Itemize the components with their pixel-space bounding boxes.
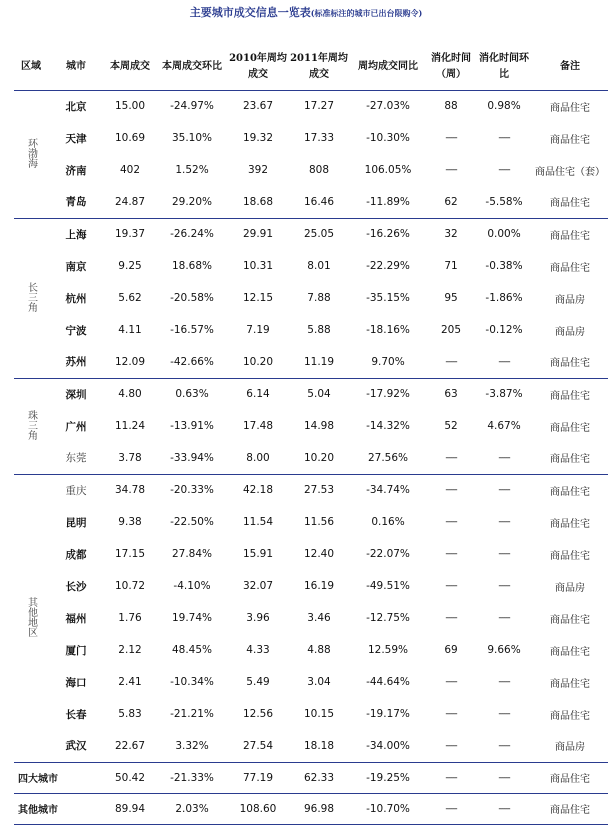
city-name: 昆明 (65, 516, 87, 529)
value-cell: -21.33% (156, 762, 228, 793)
value-cell: 108.60 (228, 793, 288, 824)
table-body (14, 90, 608, 824)
remark-cell: 商品房 (555, 326, 585, 338)
value-cell: -0.12% (485, 324, 523, 336)
value-cell: ----- (426, 793, 476, 824)
remark-cell: 商品住宅（套） (535, 166, 605, 178)
header-cell: 本周成交 (104, 44, 156, 90)
value-cell: -44.64% (366, 676, 410, 688)
value-cell: 88 (444, 100, 458, 113)
value-cell: 77.19 (228, 762, 288, 793)
value-cell: -20.33% (170, 484, 214, 497)
value-cell: 62.33 (288, 762, 350, 793)
value-cell: 0.98% (487, 100, 521, 113)
title-text: 主要城市成交信息一览表 (189, 6, 311, 19)
value-cell: -26.24% (170, 228, 214, 241)
remark-cell: 商品住宅 (550, 262, 590, 274)
remark-cell: 商品住宅 (550, 646, 590, 658)
value-cell: -19.25% (350, 762, 426, 793)
table-row (14, 730, 608, 762)
header-cell: 周均成交同比 (350, 44, 426, 90)
remark-cell: 商品住宅 (550, 422, 590, 434)
city-name: 长沙 (65, 580, 87, 593)
city-name: 福州 (65, 612, 87, 625)
value-cell: ----- (445, 613, 457, 623)
value-cell: 69 (444, 644, 458, 656)
value-cell: 392 (247, 164, 269, 176)
header-cell: 2011年周均成交 (288, 44, 350, 90)
value-cell: -17.92% (366, 388, 410, 401)
value-cell: 5.49 (246, 676, 270, 688)
city-name: 天津 (65, 132, 87, 145)
value-cell: ----- (498, 549, 510, 559)
value-cell: -12.75% (366, 612, 410, 624)
table-title (0, 4, 612, 20)
value-cell: 15.00 (114, 100, 146, 113)
value-cell: 95 (444, 292, 458, 304)
city-name: 上海 (65, 228, 87, 241)
value-cell: -10.30% (366, 132, 410, 144)
value-cell: 3.96 (246, 612, 270, 624)
city-transactions-table (14, 44, 608, 825)
remark-cell: 商品住宅 (532, 442, 608, 474)
value-cell: 63 (444, 388, 458, 401)
value-cell: 4.88 (307, 644, 331, 656)
city-name: 长春 (65, 708, 87, 721)
value-cell: ----- (498, 613, 510, 623)
value-cell: ----- (498, 485, 510, 496)
remark-cell: 商品住宅 (550, 678, 590, 690)
value-cell: 402 (119, 164, 141, 176)
value-cell: 11.24 (114, 420, 146, 432)
value-cell: ----- (498, 709, 510, 719)
remark-cell: 商品住宅 (550, 102, 590, 114)
header-row (14, 44, 608, 90)
value-cell: 0.00% (487, 228, 521, 241)
value-cell: ----- (445, 709, 457, 719)
city-name: 厦门 (65, 644, 87, 657)
value-cell: ----- (445, 549, 457, 559)
value-cell: 27.84% (171, 548, 213, 560)
value-cell: ----- (445, 581, 457, 591)
value-cell: 7.19 (246, 324, 270, 336)
value-cell: 32.07 (242, 580, 274, 592)
value-cell: 1.76 (118, 612, 142, 624)
value-cell: 5.83 (118, 708, 142, 720)
value-cell: ----- (476, 442, 532, 474)
header-cell: 2010年周均成交 (228, 44, 288, 90)
value-cell: 10.31 (242, 260, 274, 272)
summary-row (14, 793, 608, 824)
value-cell: -42.66% (156, 346, 228, 378)
city-name: 广州 (65, 420, 87, 433)
value-cell: 11.54 (242, 516, 274, 528)
table-row (14, 474, 608, 506)
value-cell: 8.01 (307, 260, 331, 272)
value-cell: 25.05 (303, 228, 335, 241)
table-row (14, 154, 608, 186)
value-cell: ----- (445, 165, 457, 175)
value-cell: 34.78 (114, 484, 146, 497)
value-cell: 27.56% (350, 442, 426, 474)
table-row (14, 282, 608, 314)
remark-cell: 商品房 (555, 582, 585, 594)
city-name: 苏州 (48, 346, 104, 378)
value-cell: 9.38 (118, 516, 142, 528)
value-cell: ----- (445, 133, 457, 143)
value-cell: 18.18 (288, 730, 350, 762)
table-row (14, 122, 608, 154)
value-cell: 2.12 (118, 644, 142, 656)
table-row (14, 666, 608, 698)
value-cell: 205 (440, 324, 462, 336)
value-cell: 18.68 (228, 186, 288, 218)
title-note: (标准标注的城市已出台限购令) (310, 8, 423, 18)
value-cell: 5.62 (118, 292, 142, 304)
value-cell: 5.04 (307, 388, 331, 401)
value-cell: 5.88 (307, 324, 331, 336)
city-name: 深圳 (65, 388, 87, 401)
region-cell (14, 378, 48, 474)
value-cell: -22.07% (366, 548, 410, 560)
table-row (14, 250, 608, 282)
value-cell: ----- (426, 346, 476, 378)
table-row (14, 346, 608, 378)
value-cell: ----- (498, 581, 510, 591)
value-cell: 808 (308, 164, 330, 176)
value-cell: 10.20 (288, 442, 350, 474)
city-name: 武汉 (48, 730, 104, 762)
region-label: 环渤海 (25, 137, 37, 168)
value-cell: 8.00 (228, 442, 288, 474)
remark-cell: 商品住宅 (550, 486, 590, 498)
value-cell: 50.42 (104, 762, 156, 793)
city-name: 宁波 (65, 324, 87, 337)
value-cell: -10.70% (350, 793, 426, 824)
remark-cell: 商品住宅 (550, 710, 590, 722)
value-cell: 16.46 (288, 186, 350, 218)
value-cell: 3.04 (307, 676, 331, 688)
city-name: 杭州 (65, 292, 87, 305)
table-row (14, 698, 608, 730)
header-cell: 城市 (48, 44, 104, 90)
header-cell: 消化时间（周） (426, 44, 476, 90)
value-cell: -18.16% (366, 324, 410, 336)
remark-cell: 商品住宅 (532, 793, 608, 824)
value-cell: 0.16% (371, 516, 405, 528)
value-cell: 35.10% (171, 132, 213, 144)
region-cell (14, 218, 48, 378)
value-cell: -10.34% (170, 676, 214, 688)
table-row (14, 506, 608, 538)
value-cell: -34.00% (350, 730, 426, 762)
remark-cell: 商品住宅 (550, 550, 590, 562)
value-cell: -34.74% (366, 484, 410, 497)
value-cell: 71 (444, 260, 458, 272)
value-cell: ----- (426, 442, 476, 474)
value-cell: -35.15% (366, 292, 410, 304)
city-name: 成都 (65, 548, 87, 561)
table-row (14, 538, 608, 570)
summary-row (14, 762, 608, 793)
value-cell: 106.05% (364, 164, 412, 176)
table-row (14, 314, 608, 346)
value-cell: ----- (426, 730, 476, 762)
value-cell: 12.59% (367, 644, 409, 656)
value-cell: ----- (498, 517, 510, 527)
value-cell: -24.97% (170, 100, 214, 113)
value-cell: -20.58% (170, 292, 214, 304)
value-cell: 27.53 (303, 484, 335, 497)
city-name: 北京 (65, 100, 87, 113)
value-cell: 27.54 (228, 730, 288, 762)
value-cell: ----- (498, 133, 510, 143)
value-cell: ----- (498, 677, 510, 687)
table-row (14, 218, 608, 250)
table-row (14, 90, 608, 122)
header-cell: 消化时间环比 (476, 44, 532, 90)
value-cell: 11.19 (288, 346, 350, 378)
value-cell: 17.15 (114, 548, 146, 560)
value-cell: 10.15 (303, 708, 335, 720)
value-cell: -13.91% (170, 420, 214, 432)
value-cell: 2.41 (118, 676, 142, 688)
value-cell: -16.26% (366, 228, 410, 241)
value-cell: 3.32% (156, 730, 228, 762)
table-row (14, 378, 608, 410)
value-cell: ----- (476, 346, 532, 378)
value-cell: 12.56 (242, 708, 274, 720)
value-cell: -11.89% (350, 186, 426, 218)
city-name: 重庆 (65, 484, 87, 497)
header-cell: 本周成交环比 (156, 44, 228, 90)
summary-label: 其他城市 (14, 793, 104, 824)
region-cell (14, 474, 48, 762)
value-cell: 42.18 (242, 484, 274, 497)
value-cell: 96.98 (288, 793, 350, 824)
summary-label: 四大城市 (14, 762, 104, 793)
value-cell: 7.88 (307, 292, 331, 304)
header-cell: 区域 (14, 44, 48, 90)
value-cell: 3.46 (307, 612, 331, 624)
remark-cell: 商品房 (532, 730, 608, 762)
value-cell: 15.91 (242, 548, 274, 560)
value-cell: 22.67 (104, 730, 156, 762)
value-cell: 4.67% (487, 420, 521, 432)
value-cell: 48.45% (171, 644, 213, 656)
region-label: 其他地区 (25, 596, 37, 637)
table-row (14, 602, 608, 634)
region-label: 长三角 (25, 281, 37, 312)
city-name: 南京 (65, 260, 87, 273)
value-cell: 52 (444, 420, 458, 432)
region-label: 珠三角 (25, 409, 37, 440)
value-cell: -27.03% (366, 100, 410, 113)
value-cell: -22.29% (366, 260, 410, 272)
value-cell: -21.21% (170, 708, 214, 720)
remark-cell: 商品住宅 (532, 186, 608, 218)
value-cell: 2.03% (156, 793, 228, 824)
value-cell: 16.19 (303, 580, 335, 592)
remark-cell: 商品住宅 (550, 134, 590, 146)
remark-cell: 商品住宅 (532, 346, 608, 378)
value-cell: 17.48 (242, 420, 274, 432)
value-cell: 4.11 (118, 324, 142, 336)
value-cell: 14.98 (303, 420, 335, 432)
value-cell: ----- (476, 762, 532, 793)
value-cell: 10.20 (228, 346, 288, 378)
value-cell: 1.52% (175, 164, 209, 176)
table-row (14, 570, 608, 602)
value-cell: 19.37 (114, 228, 146, 241)
city-name: 青岛 (48, 186, 104, 218)
value-cell: 9.66% (487, 644, 521, 656)
value-cell: 10.72 (114, 580, 146, 592)
value-cell: -22.50% (170, 516, 214, 528)
remark-cell: 商品住宅 (550, 230, 590, 242)
value-cell: 12.15 (242, 292, 274, 304)
city-name: 海口 (65, 676, 87, 689)
value-cell: -3.87% (485, 388, 523, 401)
value-cell: ----- (445, 677, 457, 687)
value-cell: -16.57% (170, 324, 214, 336)
value-cell: 32 (444, 228, 458, 241)
value-cell: -1.86% (485, 292, 523, 304)
remark-cell: 商品住宅 (550, 390, 590, 402)
remark-cell: 商品住宅 (550, 518, 590, 530)
city-name: 济南 (65, 164, 87, 177)
value-cell: 23.67 (242, 100, 274, 113)
value-cell: 19.32 (242, 132, 274, 144)
value-cell: 19.74% (171, 612, 213, 624)
value-cell: 10.69 (114, 132, 146, 144)
value-cell: 89.94 (104, 793, 156, 824)
remark-cell: 商品房 (555, 294, 585, 306)
value-cell: -33.94% (156, 442, 228, 474)
table-row (14, 410, 608, 442)
value-cell: 9.70% (350, 346, 426, 378)
remark-cell: 商品住宅 (532, 762, 608, 793)
value-cell: 62 (426, 186, 476, 218)
header-cell: 备注 (532, 44, 608, 90)
value-cell: 24.87 (104, 186, 156, 218)
value-cell: -4.10% (173, 580, 211, 592)
value-cell: ----- (498, 165, 510, 175)
value-cell: 4.80 (118, 388, 142, 401)
value-cell: -0.38% (485, 260, 523, 272)
value-cell: -14.32% (366, 420, 410, 432)
value-cell: -19.17% (366, 708, 410, 720)
value-cell: ----- (426, 762, 476, 793)
table-row (14, 634, 608, 666)
value-cell: 29.20% (156, 186, 228, 218)
table-row (14, 442, 608, 474)
value-cell: 3.78 (104, 442, 156, 474)
region-cell (14, 90, 48, 218)
value-cell: 12.09 (104, 346, 156, 378)
value-cell: 17.33 (303, 132, 335, 144)
value-cell: ----- (445, 517, 457, 527)
remark-cell: 商品住宅 (550, 614, 590, 626)
value-cell: ----- (476, 730, 532, 762)
value-cell: 11.56 (303, 516, 335, 528)
value-cell: ----- (476, 793, 532, 824)
value-cell: 12.40 (303, 548, 335, 560)
table-row (14, 186, 608, 218)
value-cell: 4.33 (246, 644, 270, 656)
value-cell: -49.51% (366, 580, 410, 592)
value-cell: 6.14 (246, 388, 270, 401)
value-cell: ----- (445, 485, 457, 496)
value-cell: 18.68% (171, 260, 213, 272)
city-name: 东莞 (48, 442, 104, 474)
value-cell: 0.63% (175, 388, 209, 401)
value-cell: -5.58% (476, 186, 532, 218)
value-cell: 17.27 (303, 100, 335, 113)
value-cell: 9.25 (118, 260, 142, 272)
value-cell: 29.91 (242, 228, 274, 241)
